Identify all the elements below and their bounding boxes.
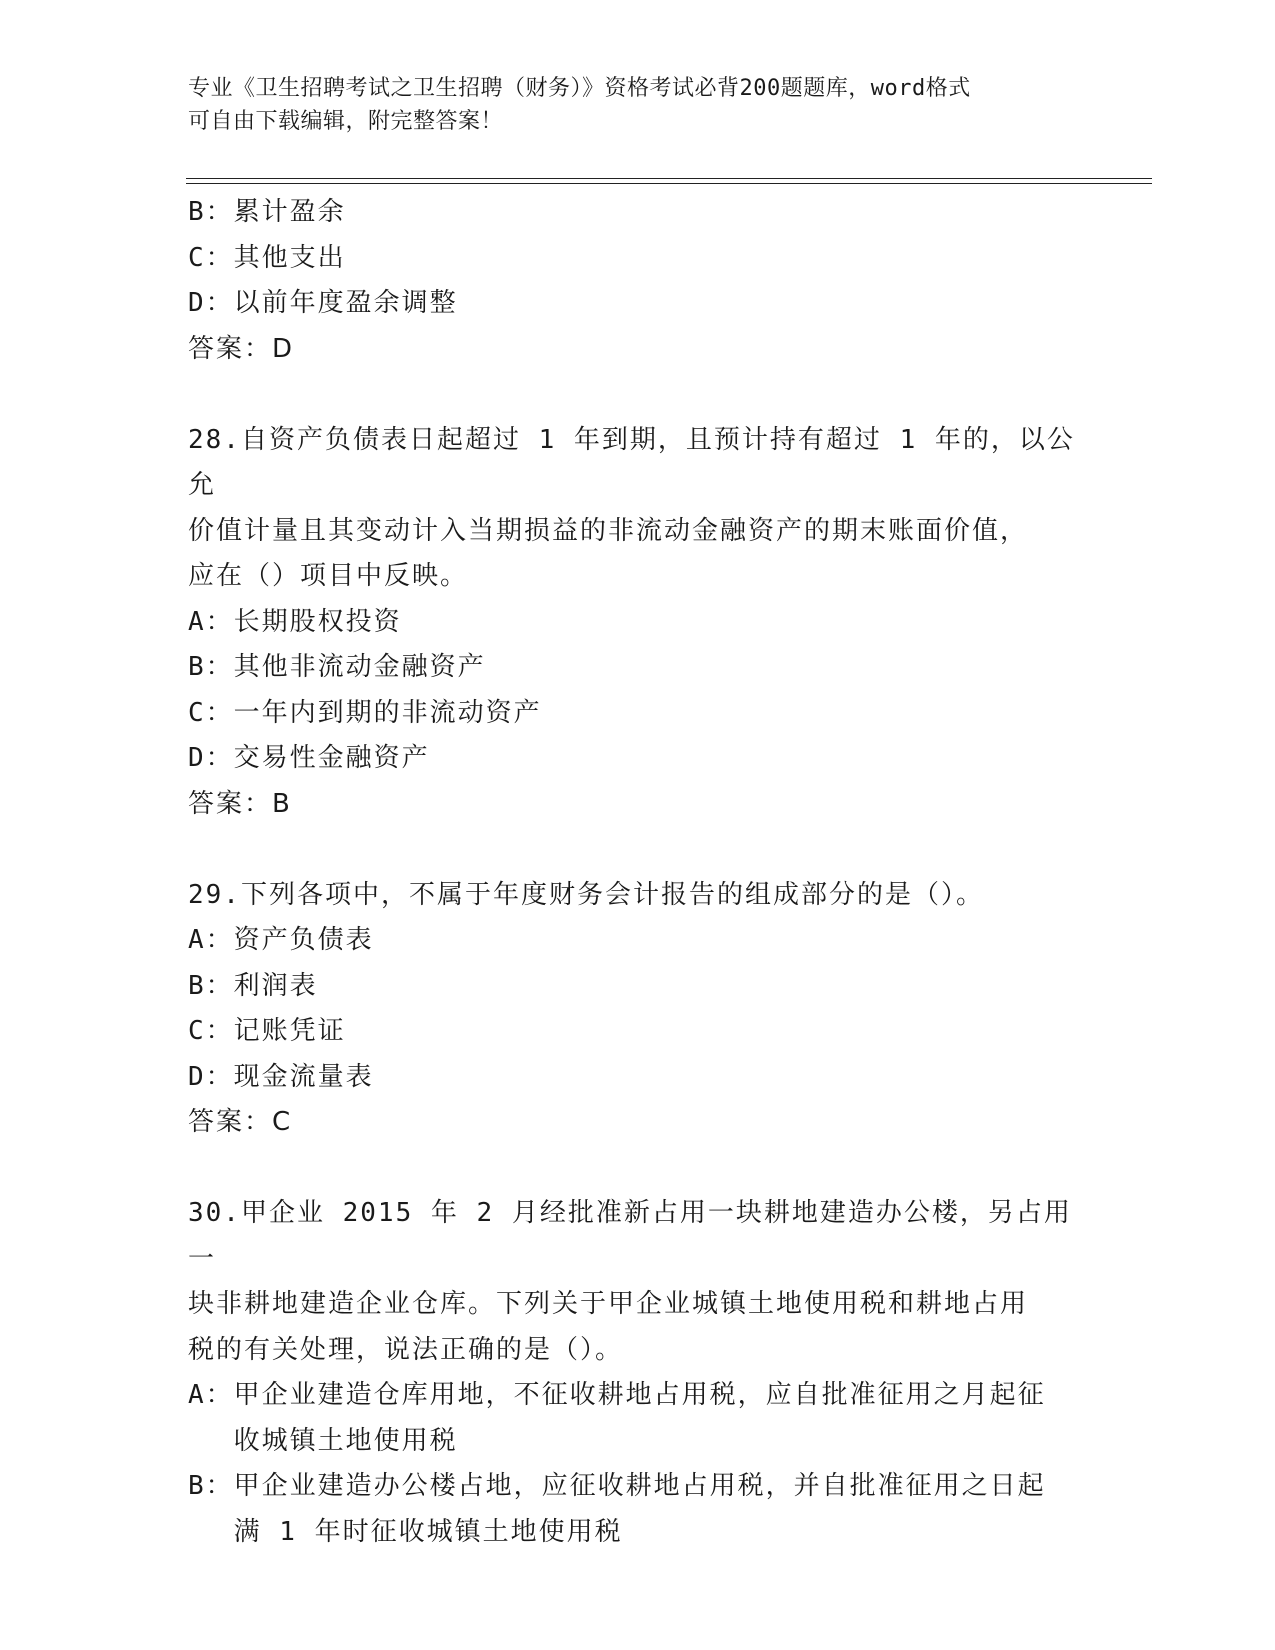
- question-text: 29.下列各项中，不属于年度财务会计报告的组成部分的是（）。: [188, 879, 984, 910]
- option-label: D：: [188, 1061, 234, 1092]
- question-28: [188, 418, 1088, 828]
- option-text: 以前年度盈余调整: [233, 288, 458, 318]
- spacer: [188, 372, 1088, 418]
- option-text: 现金流量表: [233, 1061, 374, 1092]
- option-label: D：: [188, 743, 234, 773]
- option-label: B：: [188, 652, 234, 682]
- option-a: [188, 918, 1088, 964]
- option-text: 交易性金融资产: [233, 743, 430, 773]
- option-c: [188, 691, 1088, 737]
- option-b: [188, 190, 1088, 236]
- spacer: [188, 827, 1088, 873]
- document-header: [188, 72, 1088, 138]
- answer-line: 答案：B: [188, 788, 292, 819]
- option-label: B：: [188, 1471, 234, 1501]
- option-d: [188, 281, 1088, 327]
- header-line-1: 专业《卫生招聘考试之卫生招聘（财务）》资格考试必背200题题库，word格式: [188, 76, 971, 101]
- option-text: 甲企业建造仓库用地，不征收耕地占用税，应自批准征用之月起征 收城镇土地使用税: [233, 1380, 1046, 1456]
- option-label: C：: [188, 697, 234, 728]
- answer-line: 答案：C: [188, 1107, 293, 1137]
- option-label: A：: [188, 1380, 234, 1410]
- option-d: [188, 736, 1088, 782]
- option-label: B：: [188, 197, 234, 227]
- option-text: 甲企业建造办公楼占地，应征收耕地占用税，并自批准征用之日起 满 1 年时征收城镇土地使用税: [233, 1471, 1046, 1547]
- option-a: [188, 600, 1088, 646]
- header-divider-bottom: [186, 183, 1152, 184]
- option-label: A：: [188, 606, 234, 637]
- spacer: [188, 1146, 1088, 1192]
- option-text: 累计盈余: [233, 197, 346, 227]
- option-text: 资产负债表: [233, 925, 374, 955]
- option-text: 一年内到期的非流动资产: [233, 697, 542, 728]
- option-b: [188, 1464, 1088, 1555]
- option-text: 记账凭证: [233, 1016, 346, 1046]
- option-a: [188, 1373, 1088, 1464]
- option-text: 长期股权投资: [233, 606, 402, 637]
- question-30: [188, 1191, 1088, 1555]
- header-divider-top: [186, 178, 1152, 179]
- document-body: [188, 190, 1088, 1555]
- option-text: 其他非流动金融资产: [233, 652, 486, 682]
- option-b: [188, 964, 1088, 1010]
- option-label: B：: [188, 970, 234, 1001]
- option-label: D：: [188, 288, 234, 318]
- option-text: 其他支出: [233, 242, 346, 273]
- option-label: A：: [188, 925, 234, 955]
- option-d: [188, 1055, 1088, 1101]
- header-line-2: 可自由下载编辑，附完整答案！: [188, 109, 504, 134]
- option-label: C：: [188, 1016, 234, 1046]
- question-27-continued: [188, 190, 1088, 372]
- option-label: C：: [188, 242, 234, 273]
- option-c: [188, 236, 1088, 282]
- option-c: [188, 1009, 1088, 1055]
- question-text: 30.甲企业 2015 年 2 月经批准新占用一块耕地建造办公楼，另占用一 块非耕地建造企业仓库。下列关于甲企业城镇土地使用税和耕地占用 税的有关处理，说法正确的是（）。: [188, 1198, 1072, 1365]
- question-text: 28.自资产负债表日起超过 1 年到期，且预计持有超过 1 年的，以公允 价值计量且其变动计入当期损益的非流动金融资产的期末账面价值， 应在（）项目中反映。: [188, 424, 1075, 591]
- answer-line: 答案：D: [188, 333, 295, 364]
- question-29: [188, 873, 1088, 1146]
- option-text: 利润表: [233, 970, 318, 1001]
- option-b: [188, 645, 1088, 691]
